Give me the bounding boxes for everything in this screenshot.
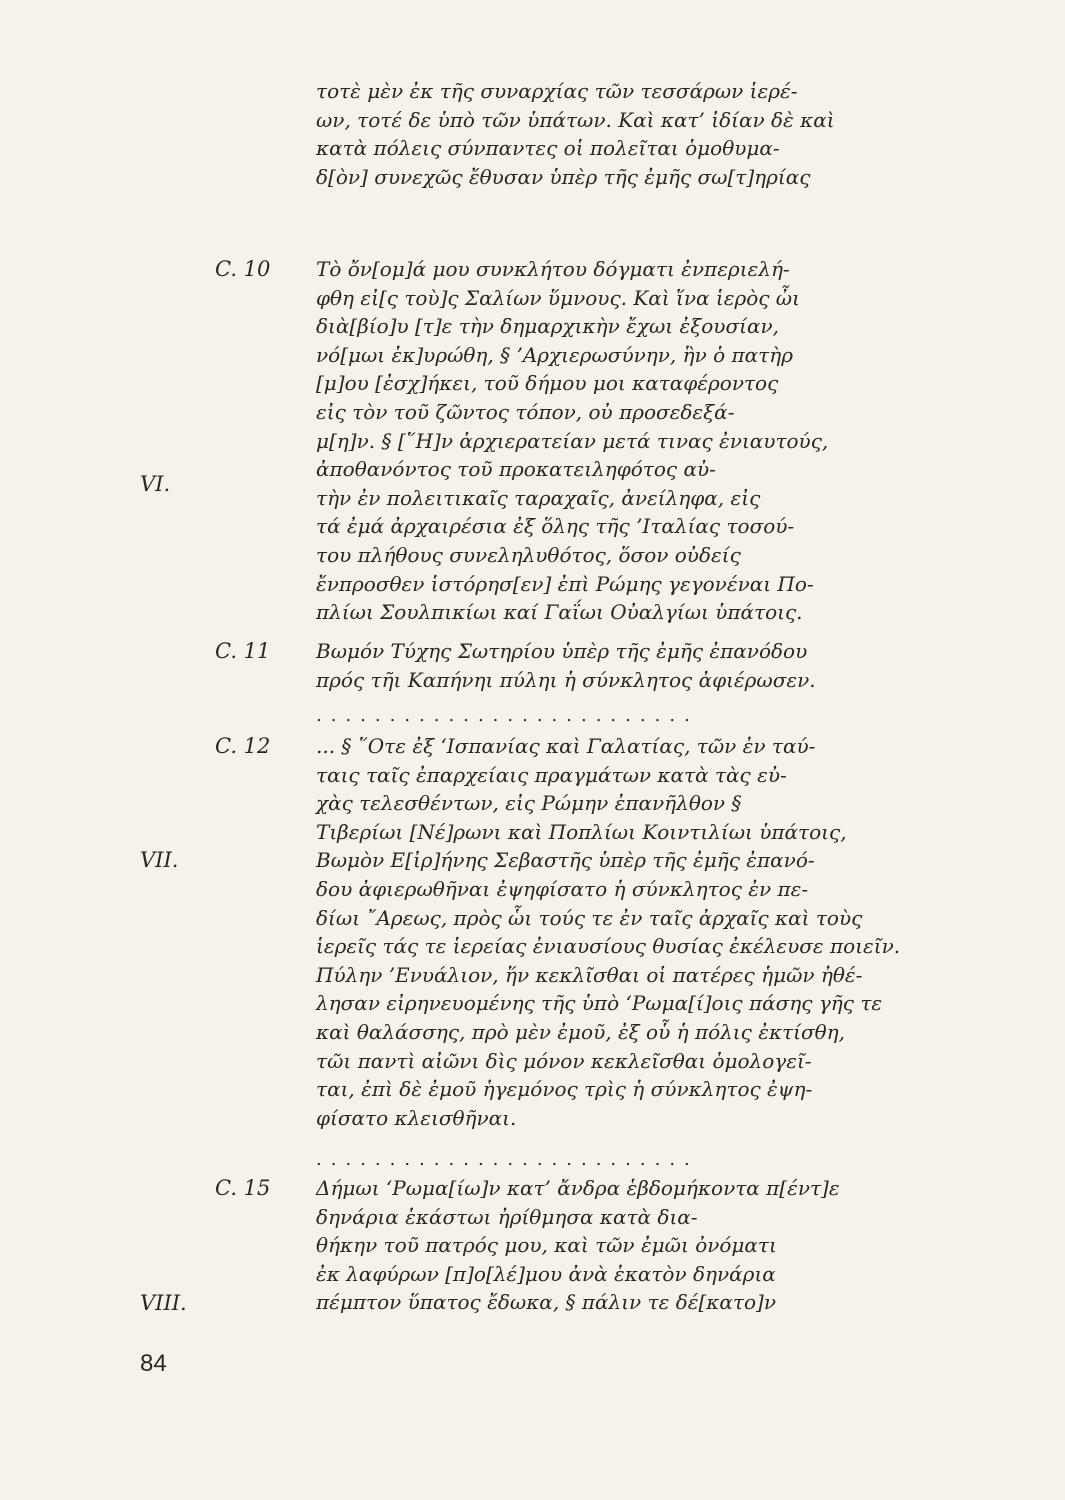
text-line: Δήμωι ‘Ρωμα[ίω]ν κατ’ ἄνδρα ἑβδομήκοντα π[έντ]ε: [316, 1176, 840, 1200]
text-line: ... § ῞Οτε ἐξ ‘Ισπανίας καὶ Γαλατίας, τῶν ἐν ταύ-: [316, 734, 816, 758]
text-line: χὰς τελεσθέντων, εἰς Ρώμην ἐπανῆλθον §: [316, 791, 742, 816]
text-line: φθη εἰ[ς τοὺ]ς Σαλίων ὕμνους. Καὶ ἵνα ἱερὸς ὦι: [316, 285, 800, 310]
roman-numeral-vii: VII.: [140, 848, 179, 872]
text-line: δ[ὸν] συνεχῶς ἔθυσαν ὑπὲρ τῆς ἐμῆς σω[τ]ηρίας: [316, 164, 811, 189]
text-line: δηνάρια ἑκάστωι ἠρίθμησα κατὰ δια-: [316, 1204, 698, 1229]
roman-numeral-viii: VIII.: [140, 1291, 187, 1315]
text-line: κατὰ πόλεις σύνπαντες οἱ πολεῖται ὁμοθυμα-: [316, 136, 780, 161]
text-line: τοτὲ μὲν ἐκ τῆς συναρχίας τῶν τεσσάρων ἱερέ-: [316, 79, 798, 103]
intro-paragraph: [316, 77, 916, 191]
text-line: πλίωι Σουλπικίωι καί Γαΐωι Οὐαλγίωι ὑπάτοις.: [316, 600, 803, 625]
text-line: Τιβερίωι [Νέ]ρωνι καὶ Ποπλίωι Κοιντιλίωι ὑπάτοις,: [316, 819, 847, 844]
section-c12: [316, 732, 936, 1132]
text-line: ων, τοτέ δε ὑπὸ τῶν ὑπάτων. Καὶ κατ’ ἰδίαν δὲ καὶ: [316, 107, 835, 132]
text-line: δίωι ῎Αρεως, πρὸς ὧι τούς τε ἐν ταῖς ἀρχαῖς καὶ τοὺς: [316, 905, 863, 930]
text-line: πρός τῆι Καπήνηι πύληι ἡ σύνκλητος ἀφιέρωσεν.: [316, 667, 816, 692]
text-line: ἀποθανόντος τοῦ προκατειληφότος αὐ-: [316, 457, 716, 482]
text-line: μ[η]ν. § [῞Η]ν ἀρχιερατείαν μετά τινας ἐνιαυτούς,: [316, 428, 829, 453]
text-line: εἰς τὸν τοῦ ζῶντος τόπον, οὐ προσεδεξά-: [316, 399, 735, 424]
chapter-marker-c11: C. 11: [215, 639, 271, 663]
roman-numeral-vi: VI.: [140, 472, 171, 496]
section-c10: [316, 255, 936, 627]
text-line: του πλήθους συνεληλυθότος, ὅσον οὐδείς: [316, 542, 741, 567]
ellipsis-divider: ..........................: [316, 706, 699, 726]
text-line: τά ἐμά ἀρχαιρέσια ἐξ ὅλης τῆς ’Ιταλίας τοσού-: [316, 514, 795, 539]
chapter-marker-c15: C. 15: [215, 1176, 271, 1200]
text-line: φίσατο κλεισθῆναι.: [316, 1105, 517, 1130]
text-line: ται, ἐπὶ δὲ ἐμοῦ ἡγεμόνος τρὶς ἡ σύνκλητος ἐψη-: [316, 1077, 813, 1102]
text-line: ἐκ λαφύρων [π]ο[λέ]μου ἀνὰ ἑκατὸν δηνάρια: [316, 1261, 776, 1286]
ellipsis-divider: ..........................: [316, 1150, 699, 1170]
text-line: ἱερεῖς τάς τε ἱερείας ἐνιαυσίους θυσίας ἐκέλευσε ποιεῖν.: [316, 934, 901, 959]
text-line: τῶι παντὶ αἰῶνι δὶς μόνον κεκλεῖσθαι ὁμολογεῖ-: [316, 1048, 812, 1073]
text-line: διὰ[βίο]υ [τ]ε τὴν δημαρχικὴν ἔχωι ἐξουσίαν,: [316, 314, 779, 339]
text-line: θήκην τοῦ πατρός μου, καὶ τῶν ἐμῶι ὀνόματι: [316, 1233, 777, 1258]
section-c11: [316, 637, 936, 694]
text-line: Τὸ ὄν[ομ]ά μου συνκλήτου δόγματι ἐνπεριελή-: [316, 257, 790, 281]
text-line: δου ἀφιερωθῆναι ἐψηφίσατο ἡ σύνκλητος ἐν πε-: [316, 876, 809, 901]
page-number: 84: [140, 1350, 167, 1377]
text-line: πέμπτον ὕπατος ἔδωκα, § πάλιν τε δέ[κατο]ν: [316, 1290, 776, 1315]
text-line: Βωμὸν Ε[ἰρ]ήνης Σεβαστῆς ὑπὲρ τῆς ἐμῆς ἐπανό-: [316, 848, 815, 873]
section-c15: [316, 1174, 936, 1317]
chapter-marker-c10: C. 10: [215, 257, 271, 281]
text-line: λησαν εἰρηνευομένης τῆς ὑπὸ ‘Ρωμα[ί]οις πάσης γῆς τε: [316, 991, 883, 1016]
text-line: [μ]ου [ἐσχ]ήκει, τοῦ δήμου μοι καταφέροντος: [316, 371, 779, 396]
text-line: νό[μωι ἐκ]υρώθη, § ’Αρχιερωσύνην, ἣν ὁ πατὴρ: [316, 342, 793, 367]
text-line: τὴν ἐν πολειτικαῖς ταραχαῖς, ἀνείληφα, εἰς: [316, 485, 761, 510]
text-line: Πύλην ’Ενυάλιον, ἥν κεκλῖσθαι οἱ πατέρες ἡμῶν ἠθέ-: [316, 962, 863, 987]
text-line: ταις ταῖς ἐπαρχείαις πραγμάτων κατὰ τὰς εὐ-: [316, 762, 787, 787]
text-line: Βωμόν Τύχης Σωτηρίου ὑπὲρ τῆς ἐμῆς ἐπανόδου: [316, 639, 808, 663]
text-line: καὶ θαλάσσης, πρὸ μὲν ἐμοῦ, ἐξ οὗ ἡ πόλις ἐκτίσθη,: [316, 1019, 845, 1044]
chapter-marker-c12: C. 12: [215, 734, 271, 758]
text-line: ἔνπροσθεν ἱστόρησ[εν] ἐπὶ Ρώμης γεγονέναι Πο-: [316, 571, 814, 596]
